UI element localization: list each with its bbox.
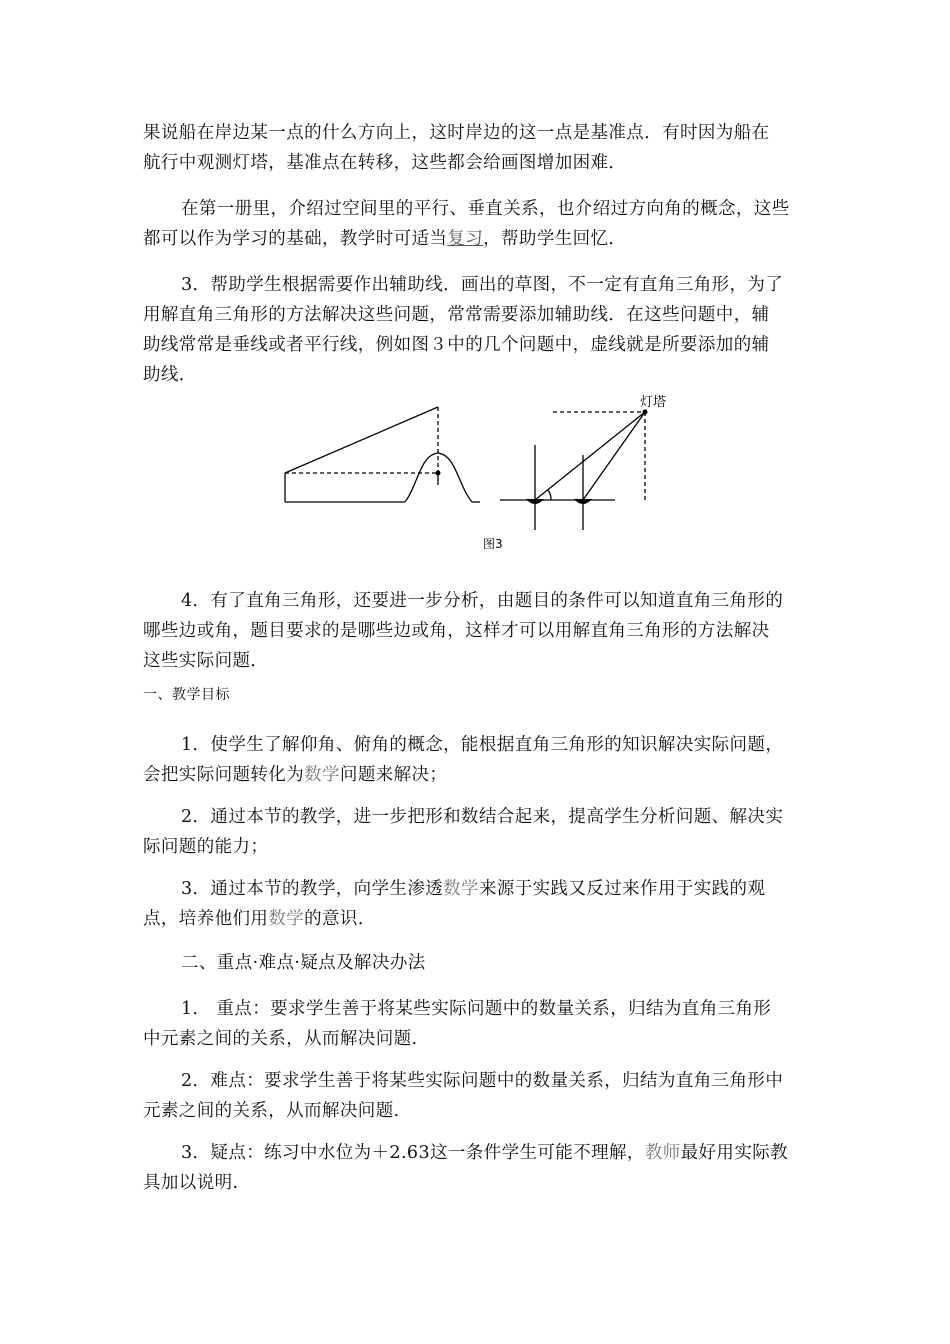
goal-1 (143, 730, 813, 790)
ship-1 (526, 499, 544, 504)
paragraph-line: 航行中观测灯塔，基准点在转移，这些都会给画图增加困难． (143, 153, 627, 173)
section-title: 二、重点·难点·疑点及解决办法 (181, 953, 426, 973)
ship-2 (574, 499, 592, 504)
teacher-keyword: 教师 (644, 1143, 681, 1163)
math-keyword: 数学 (268, 909, 305, 929)
text-segment: 都可以作为学习的基础，教学时可适当 (143, 229, 448, 249)
paragraph-line: 在第一册里，介绍过空间里的平行、垂直关系，也介绍过方向角的概念，这些 (181, 199, 790, 219)
text-segment: 最好用实际教 (680, 1143, 789, 1163)
paragraph-line (143, 224, 813, 254)
paragraph-3 (143, 270, 813, 390)
angle-arc (548, 490, 551, 500)
paragraph-line (143, 760, 813, 790)
slope-line (285, 407, 438, 473)
paragraph-1 (143, 118, 813, 178)
paragraph-line: 这些实际问题． (143, 651, 269, 671)
text-segment: 会把实际问题转化为 (143, 765, 305, 785)
text-segment: 问题来解决； (339, 765, 448, 785)
paragraph-line: 1． 重点：要求学生善于将某些实际问题中的数量关系，归结为直角三角形 (181, 999, 772, 1019)
slope-figure (285, 407, 480, 502)
text-segment: 3．通过本节的教学，向学生渗透 (181, 879, 444, 899)
sight-line-2 (583, 412, 645, 500)
paragraph-line (143, 1138, 813, 1168)
section-title-goals (143, 680, 813, 710)
math-keyword: 数学 (443, 879, 479, 899)
text-segment: 点，培养他们用 (143, 909, 269, 929)
paragraph-4 (143, 586, 813, 676)
section-title: 一、教学目标 (143, 687, 230, 703)
goal-2 (143, 802, 813, 862)
point-2 (143, 1066, 813, 1126)
text-segment: 来源于实践又反过来作用于实践的观 (478, 879, 766, 899)
paragraph-line: 具加以说明. (143, 1173, 239, 1193)
sight-line-1 (535, 412, 645, 500)
point-1 (143, 994, 813, 1054)
paragraph-line: 哪些边或角，题目要求的是哪些边或角，这样才可以用解直角三角形的方法解决 (143, 621, 770, 641)
text-segment: 3．疑点：练习中水位为＋2.63这一条件学生可能不理解， (181, 1143, 645, 1163)
paragraph-line: 1．使学生了解仰角、俯角的概念，能根据直角三角形的知识解决实际问题， (181, 735, 784, 755)
text-segment: 的意识． (304, 909, 376, 929)
paragraph-line: 3．帮助学生根据需要作出辅助线．画出的草图，不一定有直角三角形，为了 (181, 275, 784, 295)
paragraph-line: 助线． (143, 365, 197, 385)
goal-3 (143, 874, 813, 934)
paragraph-line: 2．难点：要求学生善于将某些实际问题中的数量关系，归结为直角三角形中 (181, 1071, 784, 1091)
paragraph-line: 际问题的能力； (143, 837, 269, 857)
paragraph-line: 助线常常是垂线或者平行线，例如图３中的几个问题中，虚线就是所要添加的辅 (143, 335, 770, 355)
paragraph-line: 用解直角三角形的方法解决这些问题，常常需要添加辅助线．在这些问题中，辅 (143, 305, 770, 325)
paragraph-2 (143, 194, 813, 254)
lighthouse-point (643, 410, 648, 415)
paragraph-line (143, 904, 813, 934)
review-link[interactable]: 复习 (447, 229, 484, 249)
text-segment: ，帮助学生回忆． (483, 229, 627, 249)
point-3 (143, 1138, 813, 1198)
paragraph-line (143, 874, 813, 904)
lighthouse-figure (500, 412, 645, 530)
paragraph-line: 4．有了直角三角形，还要进一步分析，由题目的条件可以知道直角三角形的 (181, 591, 784, 611)
paragraph-line: 2．通过本节的教学，进一步把形和数结合起来，提高学生分析问题、解决实 (181, 807, 784, 827)
figure-3 (270, 385, 690, 560)
figure-caption: 图3 (483, 537, 503, 551)
section-title-key-points (143, 948, 813, 978)
paragraph-line: 元素之间的关系，从而解决问题. (143, 1101, 400, 1121)
lighthouse-label: 灯塔 (640, 395, 667, 410)
math-keyword: 数学 (304, 765, 340, 785)
paragraph-line: 中元素之间的关系，从而解决问题. (143, 1029, 418, 1049)
hill-point (436, 471, 441, 476)
paragraph-line: 果说船在岸边某一点的什么方向上，这时岸边的这一点是基准点．有时因为船在 (143, 123, 770, 143)
